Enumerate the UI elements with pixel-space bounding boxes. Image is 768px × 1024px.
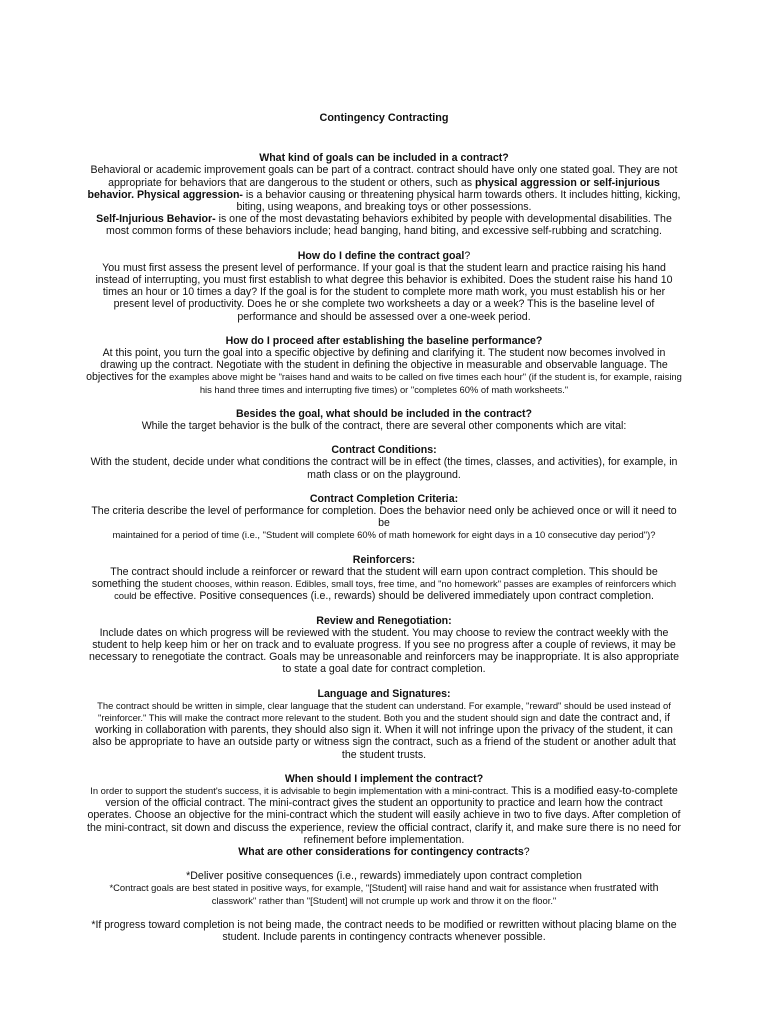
- text-run: classwork" rather than "[Student] will not crumple up work and throw it on the floor.": [211, 894, 557, 906]
- section-heading: What kind of goals can be included in a contract?: [259, 152, 509, 165]
- section-heading: [86, 846, 682, 858]
- section-reinforcers: [86, 554, 682, 603]
- bullet-item: [86, 882, 682, 906]
- text-run: At this point, you turn the goal into a specific objective by defining and clarifying it. The student now becomes involved in drawing up the contract. Negotiate with the student in defining the objective in measurable and observable language. The objectives for the: [86, 347, 668, 384]
- text-run: date the contract and, if working in collaboration with parents, they should also sign it. When it will not infringe upon the privacy of the student, it can also be appropriate to have an outside party or witness sign the contract, such as a friend of the student or another adult that the student trusts.: [92, 711, 676, 761]
- section-heading: Language and Signatures:: [317, 687, 451, 700]
- text-run: In order to support the student's success, it is advisable to begin implementation with a mini-contract.: [90, 784, 509, 796]
- bullet-item: *Deliver positive consequences (i.e., rewards) immediately upon contract completion: [186, 870, 582, 883]
- document-title: Contingency Contracting: [319, 112, 449, 124]
- section-define-goal: [86, 250, 682, 323]
- text-run: The contract should be written in simple, clear language that the student can understand. For example, "reward" should be used instead of "reinforcer." This will make the contract more relevant to the student. Both you and the student should sign and: [97, 699, 671, 723]
- section-paragraph: [86, 785, 682, 846]
- section-language-signatures: [86, 688, 682, 761]
- section-review-renegotiation: [86, 615, 682, 676]
- heading-text: How do I define the contract goal: [297, 249, 465, 262]
- text-run: examples above might be "raises hand and waits to be called on five times each hour" (if the student is, for example, raising his hand three times and interrupting five times) or "completes 60% of math worksheets.": [169, 371, 682, 395]
- text-run: maintained for a period of time (i.e., "Student will complete 60% of math homework for eight days in a 10 consecutive day period")?: [112, 529, 656, 541]
- bullet-item: *If progress toward completion is not being made, the contract needs to be modified or rewritten without placing blame on the student. Include parents in contingency contracts whenever possible.: [91, 918, 677, 943]
- section-baseline: [86, 335, 682, 396]
- section-contract-conditions: [86, 444, 682, 481]
- section-paragraph: With the student, decide under what conditions the contract will be in effect (the times, classes, and activities), for example, in math class or on the playground.: [90, 456, 678, 481]
- bold-text: Self-Injurious Behavior-: [96, 213, 216, 226]
- section-heading: [86, 250, 682, 262]
- section-paragraph: [86, 700, 682, 761]
- text-run: *Contract goals are best stated in positive ways, for example, "[Student] will raise hand and wait for assistance when frust: [109, 882, 613, 894]
- text-run: is one of the most devastating behaviors exhibited by people with developmental disabilities. The most common forms of these behaviors include; head banging, hand biting, and excessive self-rubbing and scratching.: [106, 213, 672, 238]
- section-components: [86, 408, 682, 432]
- section-heading: When should I implement the contract?: [284, 772, 484, 785]
- document-page: [86, 112, 682, 955]
- bold-text: Physical aggression-: [136, 188, 243, 201]
- section-heading: Reinforcers:: [352, 553, 416, 566]
- section-implement: [86, 773, 682, 846]
- section-heading: Contract Conditions:: [331, 444, 437, 457]
- heading-tail: ?: [464, 249, 471, 262]
- text-run: rated with: [612, 882, 659, 895]
- section-paragraph: Include dates on which progress will be reviewed with the student. You may choose to review the contract weekly with the student to help keep him or her on track and to evaluate progress. If you see no progress after a couple of reviews, it may be necessary to renegotiate the contract. Goals may be unreasonable and reinforcers may be inappropriate. It is also appropriate to state a goal date for contract completion.: [88, 626, 680, 676]
- section-heading: Besides the goal, what should be included in the contract?: [235, 407, 533, 420]
- heading-tail: ?: [523, 845, 530, 858]
- section-heading: Review and Renegotiation:: [316, 614, 452, 627]
- bold-text: physical aggression or self-injurious behavior.: [87, 176, 660, 201]
- section-heading: Contract Completion Criteria:: [309, 492, 459, 505]
- section-other-considerations: [86, 846, 682, 943]
- text-run: Behavioral or academic improvement goals can be part of a contract. contract should have only one stated goal. They are not appropriate for behaviors that are dangerous to the student or others, such as: [90, 164, 678, 189]
- section-paragraph: [86, 213, 682, 237]
- text-run: The contract should include a reinforcer or reward that the student will earn upon contract completion. This should be something the: [91, 565, 658, 591]
- text-run: is a behavior causing or threatening physical harm towards others. It includes hitting, kicking, biting, using weapons, and breaking toys or other possessions.: [236, 188, 681, 214]
- section-paragraph: You must first assess the present level of performance. If your goal is that the student learn and practice raising his hand instead of interrupting, you must first establish to what degree this behavior is exhibited. Does the student raise his hand 10 times an hour or 10 times a day? If the goal is for the student to complete more math work, you must establish his or her present level of productivity. Does he or she complete two worksheets a day or a week? This is the baseline level of performance and should be assessed over a one-week period.: [95, 261, 673, 323]
- text-run: student chooses, within reason. Edibles, small toys, free time, and "no homework" passes are examples of reinforcers which could: [114, 578, 677, 602]
- text-run: be effective. Positive consequences (i.e., rewards) should be delivered immediately upon contract completion.: [136, 590, 654, 603]
- section-paragraph: [86, 347, 682, 396]
- section-paragraph: [86, 164, 682, 213]
- section-completion-criteria: [86, 493, 682, 542]
- text-run: The criteria describe the level of performance for completion. Does the behavior need only be achieved once or will it need to be: [91, 505, 677, 530]
- section-paragraph: [86, 566, 682, 603]
- text-run: This is a modified easy-to-complete version of the official contract. The mini-contract gives the student an opportunity to practice and learn how the contract operates. Choose an objective for the mini-contract which the student will easily achieve in two to five days. After completion of the mini-contract, sit down and discuss the experience, review the official contract, clarify it, and make sure there is no need for refinement before implementation.: [87, 784, 681, 846]
- heading-text: What are other considerations for contingency contracts: [238, 845, 524, 858]
- section-goals: [86, 152, 682, 237]
- section-paragraph: While the target behavior is the bulk of the contract, there are several other components which are vital:: [141, 420, 627, 433]
- section-heading: How do I proceed after establishing the baseline performance?: [225, 334, 543, 347]
- section-paragraph: [86, 505, 682, 542]
